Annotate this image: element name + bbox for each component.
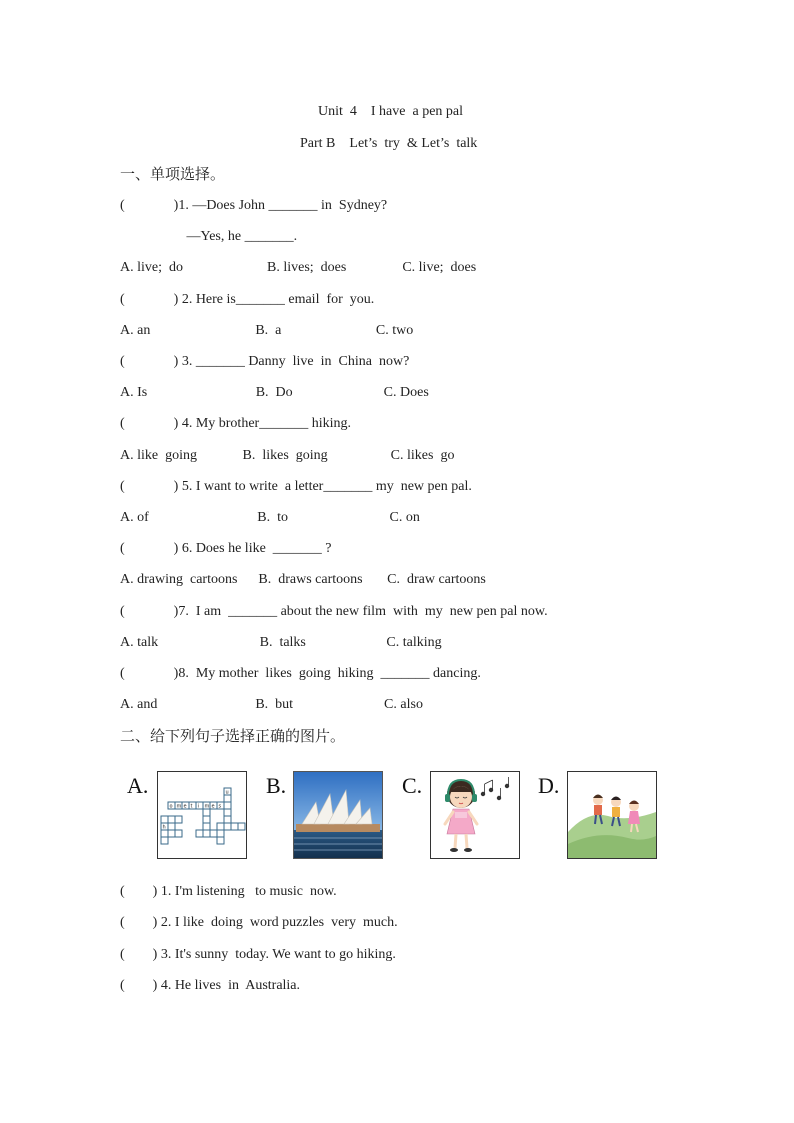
svg-text:e: e xyxy=(183,803,187,810)
svg-text:t: t xyxy=(190,803,193,810)
question-line: —Yes, he _______. xyxy=(120,229,298,244)
options-line: A. like going B. likes going C. likes go xyxy=(120,448,455,463)
sydney-opera-house-icon xyxy=(293,771,383,859)
svg-text:m: m xyxy=(176,803,182,810)
girl-listening-music-icon xyxy=(430,771,520,859)
sentence-line: ( ) 3. It's sunny today. We want to go hiking. xyxy=(120,947,396,962)
question-line: ( ) 4. My brother_______ hiking. xyxy=(120,416,351,431)
question-line: ( ) 2. Here is_______ email for you. xyxy=(120,292,375,307)
options-line: A. of B. to C. on xyxy=(120,510,420,525)
question-line: ( )7. I am _______ about the new film with my new pen pal now. xyxy=(120,604,548,619)
picture-b-label: B. xyxy=(266,773,287,798)
question-line: ( ) 5. I want to write a letter_______ my new pen pal. xyxy=(120,479,472,494)
svg-text:h: h xyxy=(162,824,166,831)
svg-text:u: u xyxy=(225,789,229,796)
question-line: ( )1. —Does John _______ in Sydney? xyxy=(120,198,388,213)
children-hiking-icon xyxy=(567,771,657,859)
options-line: A. and B. but C. also xyxy=(120,697,423,712)
picture-a-label: A. xyxy=(127,773,149,798)
sentence-line: ( ) 1. I'm listening to music now. xyxy=(120,884,337,899)
picture-d-label: D. xyxy=(538,773,560,798)
page-title: Unit 4 I have a pen pal xyxy=(318,104,464,119)
question-line: ( ) 3. _______ Danny live in China now? xyxy=(120,354,410,369)
picture-c-label: C. xyxy=(402,773,423,798)
question-line: ( ) 6. Does he like _______ ? xyxy=(120,541,332,556)
svg-text:i: i xyxy=(197,803,199,810)
options-line: A. Is B. Do C. Does xyxy=(120,385,429,400)
svg-text:o: o xyxy=(169,803,173,810)
options-line: A. talk B. talks C. talking xyxy=(120,635,442,650)
sentence-line: ( ) 2. I like doing word puzzles very much. xyxy=(120,915,398,930)
options-line: A. an B. a C. two xyxy=(120,323,414,338)
crossword-puzzle-icon xyxy=(157,771,247,859)
svg-text:m: m xyxy=(204,803,210,810)
section-2-heading: 二、给下列句子选择正确的图片。 xyxy=(120,727,346,745)
options-line: A. live; do B. lives; does C. live; does xyxy=(120,260,477,275)
section-1-heading: 一、单项选择。 xyxy=(120,165,226,183)
question-line: ( )8. My mother likes going hiking _______ dancing. xyxy=(120,666,481,681)
page-subtitle: Part B Let’s try & Let’s talk xyxy=(300,136,478,151)
svg-text:s: s xyxy=(218,803,222,810)
svg-text:e: e xyxy=(211,803,215,810)
sentence-line: ( ) 4. He lives in Australia. xyxy=(120,978,301,993)
options-line: A. drawing cartoons B. draws cartoons C. draw cartoons xyxy=(120,572,486,587)
